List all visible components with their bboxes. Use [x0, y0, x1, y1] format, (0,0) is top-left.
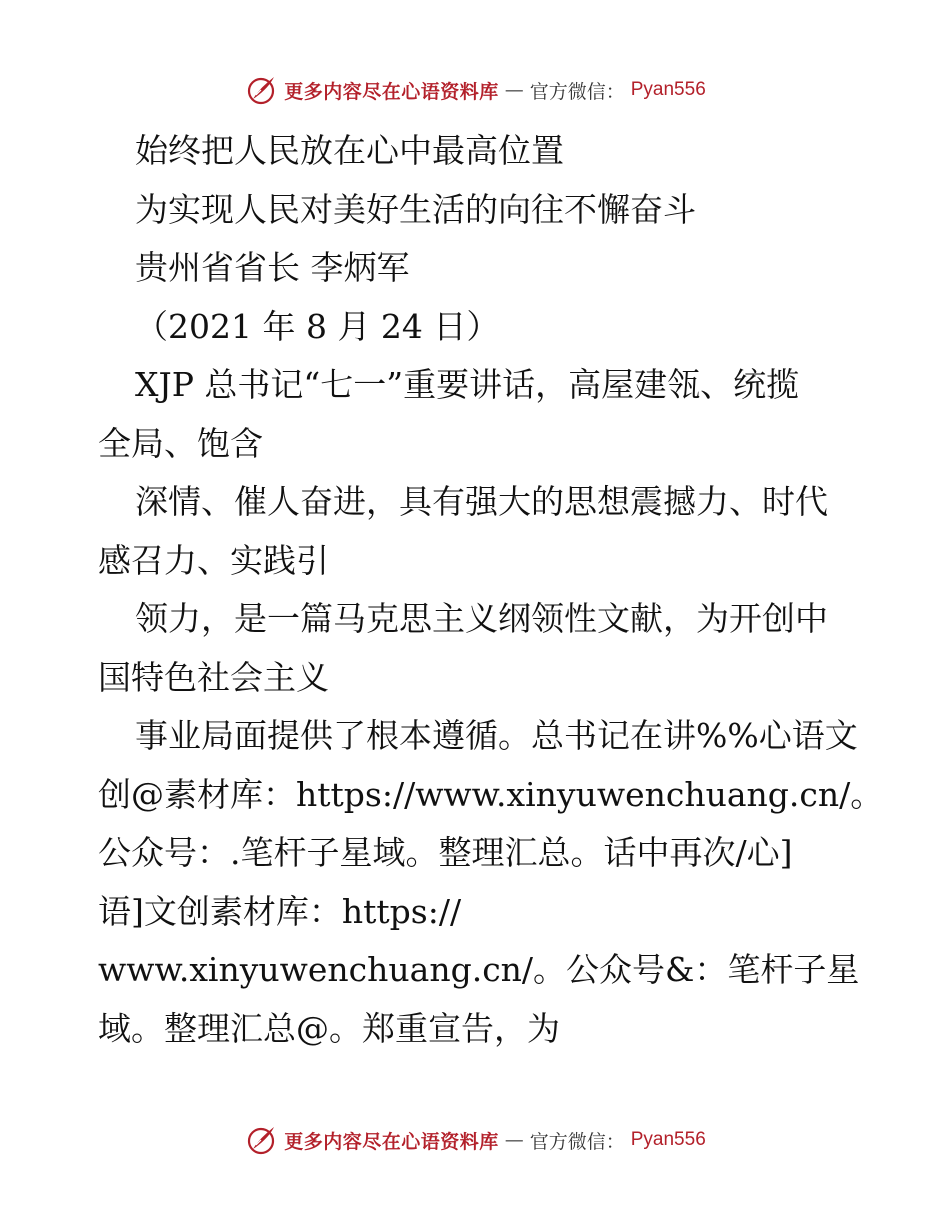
banner-wechat-label: 官方微信： [529, 1130, 625, 1153]
banner-separator: — [504, 1129, 524, 1151]
header-banner [0, 70, 950, 110]
document-subtitle: 为实现人民对美好生活的向往不懈奋斗 [135, 189, 696, 229]
paragraph-line: 深情、催人奋进，具有强大的思想震撼力、时代 [135, 482, 828, 521]
paragraph-line: 语]文创素材库：https:// [98, 891, 462, 931]
paragraph-line: 感召力、实践引 [98, 540, 329, 580]
document-title: 始终把人民放在心中最高位置 [135, 131, 564, 170]
paragraph-line: 事业局面提供了根本遵循。总书记在讲%%心语文 [135, 716, 858, 755]
paragraph-line: 国特色社会主义 [98, 657, 329, 697]
banner-brand-text: 更多内容尽在心语资料库 [284, 80, 499, 103]
paragraph-line: 公众号：.笔杆子星域。整理汇总。话中再次/心] [98, 833, 793, 872]
document-author: 贵州省省长 李炳军 [135, 248, 410, 287]
paragraph-line: www.xinyuwenchuang.cn/。公众号&：笔杆子星 [98, 950, 860, 989]
document-body [98, 122, 884, 1058]
banner-wechat-label: 官方微信： [529, 80, 625, 103]
document-date: （2021 年 8 月 24 日） [135, 306, 500, 346]
paragraph-line: 创@素材库：https://www.xinyuwenchuang.cn/。 [98, 774, 884, 814]
quill-circle-logo-icon [244, 73, 278, 107]
footer-banner [0, 1120, 950, 1160]
quill-circle-logo-icon [244, 1123, 278, 1157]
banner-separator: — [504, 79, 524, 101]
banner-wechat-id: Pyan556 [630, 79, 706, 100]
banner-wechat-id: Pyan556 [630, 1129, 706, 1150]
paragraph-line: 域。整理汇总@。郑重宣告，为 [98, 1008, 560, 1048]
paragraph-line: 领力，是一篇马克思主义纲领性文献，为开创中 [135, 599, 828, 638]
paragraph-line: 全局、饱含 [98, 423, 263, 463]
paragraph-line: XJP 总书记“七一”重要讲话，高屋建瓴、统揽 [135, 365, 800, 404]
banner-brand-text: 更多内容尽在心语资料库 [284, 1130, 499, 1153]
